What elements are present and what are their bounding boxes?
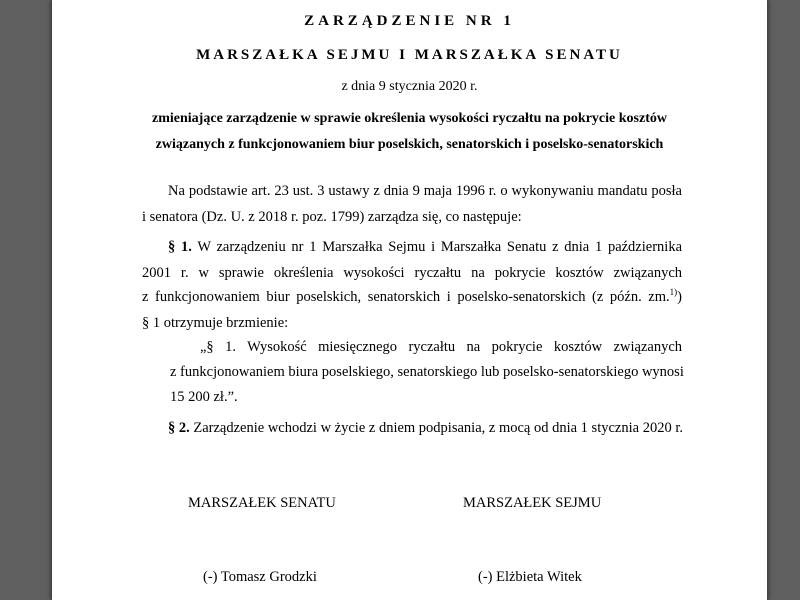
section-1-label: § 1. xyxy=(168,239,192,255)
section-2-line xyxy=(168,421,683,436)
signature-right-name: (-) Elżbieta Witek xyxy=(478,569,582,585)
section-1-line-2: 2001 r. w sprawie określenia wysokości ryczałtu na pokrycie kosztów związanych xyxy=(142,265,682,281)
quote-line-2: z funkcjonowaniem biura poselskiego, senatorskiego lub poselsko-senatorskiego wynosi xyxy=(170,364,684,380)
document-subject-line-2: związanych z funkcjonowaniem biur poselskich, senatorskich i poselsko-senatorskich xyxy=(155,137,664,152)
footnote-marker[interactable]: 1) xyxy=(669,287,678,297)
section-1-line-3 xyxy=(142,287,682,305)
section-1-line-1 xyxy=(168,240,682,255)
signature-left-name: (-) Tomasz Grodzki xyxy=(203,569,317,585)
section-2-label: § 2. xyxy=(168,420,190,436)
section-1-line-4: § 1 otrzymuje brzmienie: xyxy=(142,315,289,331)
section-1-text-1: W zarządzeniu nr 1 Marszałka Sejmu i Marszałka Senatu z dnia 1 października xyxy=(197,239,683,255)
section-1-text-3: z funkcjonowaniem biur poselskich, senatorskich i poselsko-senatorskich (z późn. zm. xyxy=(142,289,670,305)
document-subject-line-1: zmieniające zarządzenie w sprawie określenia wysokości ryczałtu na pokrycie kosztów xyxy=(152,111,667,126)
section-2-text: Zarządzenie wchodzi w życie z dniem podpisania, z mocą od dnia 1 stycznia 2020 r. xyxy=(193,420,683,436)
document-page xyxy=(52,0,767,600)
signature-left-title: MARSZAŁEK SENATU xyxy=(188,495,336,511)
signature-right-title: MARSZAŁEK SEJMU xyxy=(463,495,602,511)
intro-line-1: Na podstawie art. 23 ust. 3 ustawy z dnia 9 maja 1996 r. o wykonywaniu mandatu posła xyxy=(168,183,682,199)
intro-line-2: i senatora (Dz. U. z 2018 r. poz. 1799) zarządza się, co następuje: xyxy=(142,209,522,225)
section-1-close-paren: ) xyxy=(677,289,682,305)
document-issuer: MARSZAŁKA SEJMU I MARSZAŁKA SENATU xyxy=(196,47,623,63)
quote-line-3: 15 200 zł.”. xyxy=(170,389,238,405)
quote-line-1: „§ 1. Wysokość miesięcznego ryczałtu na pokrycie kosztów związanych xyxy=(200,339,682,355)
document-date: z dnia 9 stycznia 2020 r. xyxy=(341,79,478,94)
document-title: ZARZĄDZENIE NR 1 xyxy=(304,13,515,29)
